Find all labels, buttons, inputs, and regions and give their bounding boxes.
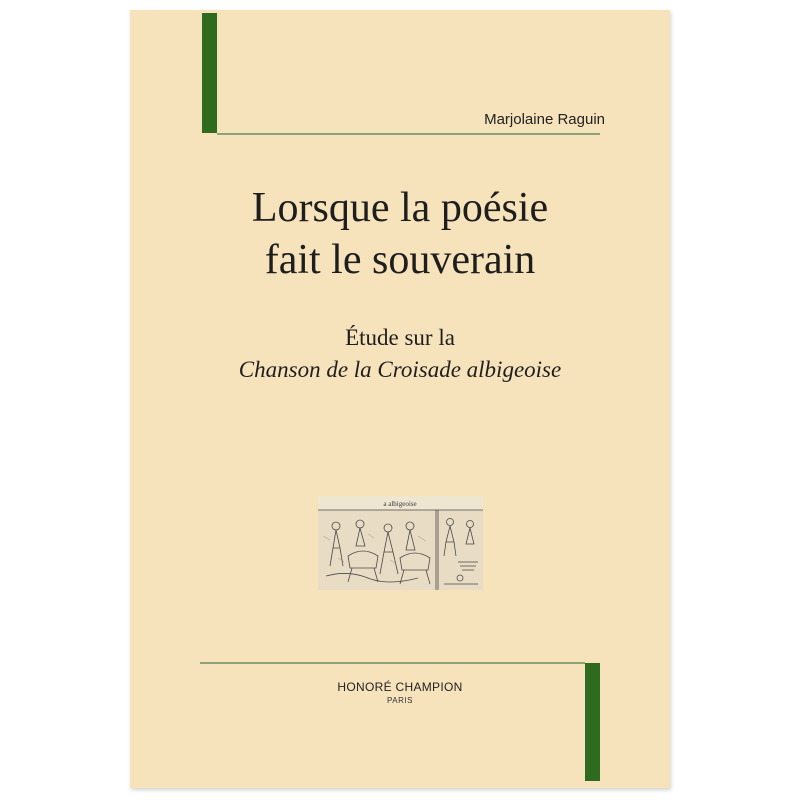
book-subtitle — [130, 322, 670, 386]
book-title — [130, 182, 670, 286]
title-line-1: Lorsque la poésie — [251, 185, 549, 231]
subtitle-line-2: Chanson de la Croisade albigeoise — [238, 357, 562, 382]
publisher-name: HONORÉ CHAMPION — [337, 680, 463, 694]
book-cover — [130, 10, 670, 788]
title-line-2: fait le souverain — [264, 237, 536, 283]
publisher-city: PARIS — [387, 696, 413, 705]
bottom-rule — [200, 662, 585, 664]
svg-text:a albigeoise: a albigeoise — [383, 500, 417, 508]
top-rule — [217, 133, 600, 135]
manuscript-illustration — [318, 496, 483, 590]
subtitle-line-1: Étude sur la — [345, 325, 455, 350]
author-name: Marjolaine Raguin — [484, 111, 605, 128]
